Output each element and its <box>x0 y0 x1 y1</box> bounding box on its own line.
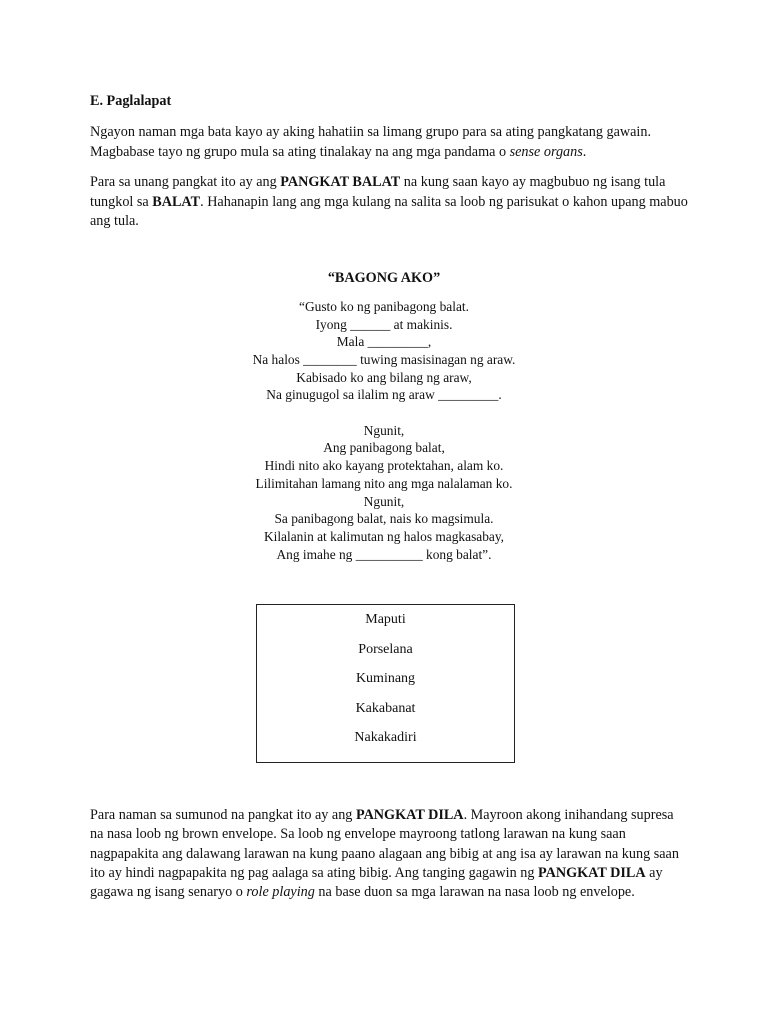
poem-title: “BAGONG AKO” <box>327 270 441 287</box>
dila-text-2: . Mayroon akong inihandang supresa na nasa loob ng brown envelope. Sa loob ng envelope mayroong tatlong larawan na kung saan nagpapakita ang dalawang larawan na kung paano alagaan ang bibig at ang isa ay larawan na kung saan ito ay hindi nagpapakita ng pag aalaga sa ating bibig. Ang tanging gagawin ng <box>90 807 679 881</box>
dila-bold-2: PANGKAT DILA <box>537 864 646 881</box>
intro-text: Ngayon naman mga bata kayo ay aking hahatiin sa limang grupo para sa ating pangkatang gawain. Magbabase tayo ng grupo mula sa ating tinalakay na ang mga pandama o <box>90 124 652 160</box>
poem <box>90 298 678 564</box>
document-body <box>90 92 690 563</box>
balat-text-1: Para sa unang pangkat ito ay ang <box>90 174 281 191</box>
intro-paragraph <box>90 123 690 162</box>
poem-line: Na ginugugol sa ilalim ng araw _________. <box>266 387 502 403</box>
poem-line: “Gusto ko ng panibagong balat. <box>299 298 469 314</box>
intro-italic: sense organs <box>509 143 583 160</box>
dila-text-4: na base duon sa mga larawan na nasa loob ng envelope. <box>314 884 635 901</box>
poem-line: Mala _________, <box>336 334 432 350</box>
poem-line: Sa panibagong balat, nais ko magsimula. <box>274 511 494 527</box>
balat-bold-2: BALAT <box>152 193 201 210</box>
balat-bold-1: PANGKAT BALAT <box>280 174 401 191</box>
poem-line: Hindi nito ako kayang protektahan, alam ko. <box>264 458 504 474</box>
dila-bold-1: PANGKAT DILA <box>355 807 464 823</box>
balat-text-2: na kung saan kayo ay magbubuo ng isang tula tungkol sa <box>90 174 666 210</box>
balat-paragraph <box>90 173 690 231</box>
word-box <box>256 604 515 763</box>
section-heading: E. Paglalapat <box>90 93 172 109</box>
poem-line: Kilalanin at kalimutan ng halos magkasabay, <box>263 528 505 544</box>
poem-line: Ang panibagong balat, <box>323 440 445 456</box>
poem-line: Na halos ________ tuwing masisinagan ng araw. <box>252 351 516 367</box>
word-choice: Kakabanat <box>355 700 416 716</box>
balat-text-3: . Hahanapin lang ang mga kulang na salita sa loob ng parisukat o kahon upang mabuo ang tula. <box>90 193 688 230</box>
dila-text-3: ay gagawa ng isang senaryo o <box>90 864 663 901</box>
poem-line: Ngunit, <box>363 422 405 438</box>
poem-line: Lilimitahan lamang nito ang mga nalalaman ko. <box>255 475 513 491</box>
stanza-gap <box>90 404 678 422</box>
word-choice: Nakakadiri <box>354 730 417 746</box>
word-choice: Kuminang <box>355 671 416 687</box>
poem-line: Ang imahe ng __________ kong balat”. <box>276 546 492 562</box>
intro-end: . <box>582 143 587 160</box>
word-choice: Maputi <box>365 612 406 627</box>
dila-paragraph <box>90 806 690 902</box>
dila-text-1: Para naman sa sumunod na pangkat ito ay ang <box>90 807 356 823</box>
word-choice: Porselana <box>358 641 413 657</box>
poem-line: Iyong ______ at makinis. <box>315 316 453 332</box>
dila-italic: role playing <box>246 884 315 901</box>
poem-line: Ngunit, <box>363 493 405 509</box>
poem-line: Kabisado ko ang bilang ng araw, <box>296 369 472 385</box>
